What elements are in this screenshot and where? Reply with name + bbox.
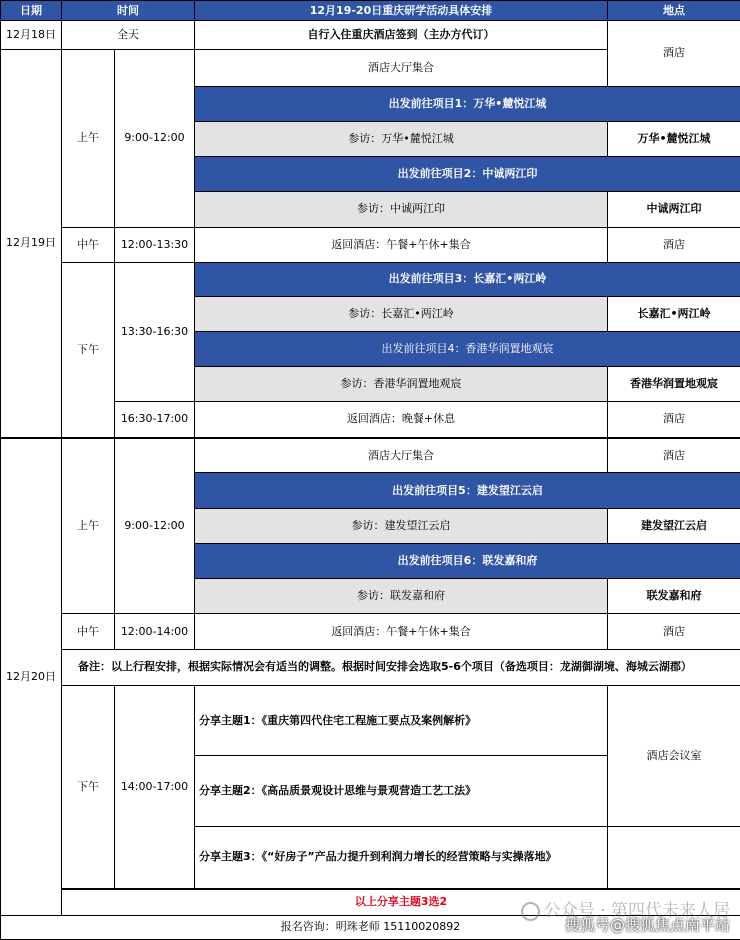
location-cell: 建发望江云启 [608,508,740,543]
period-cell: 中午 [62,227,115,262]
header-location: 地点 [608,1,740,21]
depart-bar: 出发前往项目6：联发嘉和府 [195,543,740,578]
activity-cell: 返回酒店：午餐+午休+集合 [195,614,608,649]
depart-bar: 出发前往项目4：香港华润置地观宸 [195,332,740,366]
location-cell: 万华•麓悦江城 [608,121,740,156]
table-row [1,438,740,473]
depart-bar: 出发前往项目5：建发望江云启 [195,473,740,508]
header-row [1,1,740,21]
header-title: 12月19-20日重庆研学活动具体安排 [195,1,608,21]
time-cell: 13:30-16:30 [115,262,195,401]
location-cell: 酒店 [608,438,740,473]
date-cell: 12月20日 [1,438,62,915]
watermark-line1: 公众号 · 第四代未来人居 [543,901,730,921]
activity-cell: 自行入住重庆酒店签到（主办方代订） [195,21,608,50]
note-text: 备注：以上行程安排，根据实际情况会有适当的调整。根据时间安排会选取5-6个项目（备选项目：龙湖御湖境、海城云湖郡） [62,649,740,685]
time-cell: 9:00-12:00 [115,50,195,227]
contact-line: 报名咨询：明珠老师 15110020892 [1,915,740,939]
choose-note: 以上分享主题3选2 [62,889,740,915]
note-row [1,649,740,685]
depart-bar: 出发前往项目3：长嘉汇•两江岭 [195,262,740,296]
visit-cell: 参访：建发望江云启 [195,508,608,543]
activity-cell: 返回酒店：午餐+午休+集合 [195,227,608,262]
date-cell: 12月18日 [1,21,62,50]
table-row [1,21,740,50]
visit-cell: 参访：万华•麓悦江城 [195,121,608,156]
depart-bar: 出发前往项目2：中诚两江印 [195,157,740,192]
depart-bar: 出发前往项目1：万华•麓悦江城 [195,86,740,121]
location-cell: 香港华润置地观宸 [608,366,740,401]
visit-cell: 参访：中诚两江印 [195,192,608,227]
location-cell: 酒店 [608,227,740,262]
date-cell: 12月19日 [1,50,62,438]
period-cell: 上午 [62,438,115,614]
visit-cell: 参访：长嘉汇•两江岭 [195,297,608,332]
visit-cell: 参访：香港华润置地观宸 [195,366,608,401]
watermark-sohu: 搜狐号@搜狐焦点南平站 [564,916,730,934]
time-cell: 9:00-12:00 [115,438,195,614]
visit-cell: 参访：联发嘉和府 [195,579,608,614]
activity-cell: 酒店大厅集合 [195,50,608,86]
location-cell: 酒店 [608,614,740,649]
period-cell: 上午 [62,50,115,227]
time-cell: 全天 [62,21,195,50]
location-cell: 酒店 [608,21,740,86]
topic-cell: 分享主题1：《重庆第四代住宅工程施工要点及案例解析》 [195,685,608,756]
topic-cell: 分享主题2：《高品质景观设计思维与景观营造工艺工法》 [195,756,608,827]
table-row [1,685,740,756]
time-cell: 16:30-17:00 [115,401,195,437]
time-cell: 12:00-14:00 [115,614,195,649]
location-cell: 酒店 [608,401,740,437]
location-cell: 联发嘉和府 [608,579,740,614]
period-cell: 下午 [62,685,115,888]
header-time: 时间 [62,1,195,21]
time-cell: 12:00-13:30 [115,227,195,262]
wechat-icon [521,902,540,921]
period-cell: 下午 [62,262,115,437]
period-cell: 中午 [62,614,115,649]
table-row [1,227,740,262]
activity-cell: 返回酒店：晚餐+休息 [195,401,608,437]
table-row [1,614,740,649]
location-cell: 酒店会议室 [608,685,740,826]
topic-cell: 分享主题3：《“好房子”产品力提升到利润力增长的经营策略与实操落地》 [195,826,608,888]
time-cell: 14:00-17:00 [115,685,195,888]
activity-cell: 酒店大厅集合 [195,438,608,473]
location-cell: 长嘉汇•两江岭 [608,297,740,332]
table-row [1,262,740,296]
location-cell: 中诚两江印 [608,192,740,227]
header-date: 日期 [1,1,62,21]
empty-location-cell [608,826,740,888]
